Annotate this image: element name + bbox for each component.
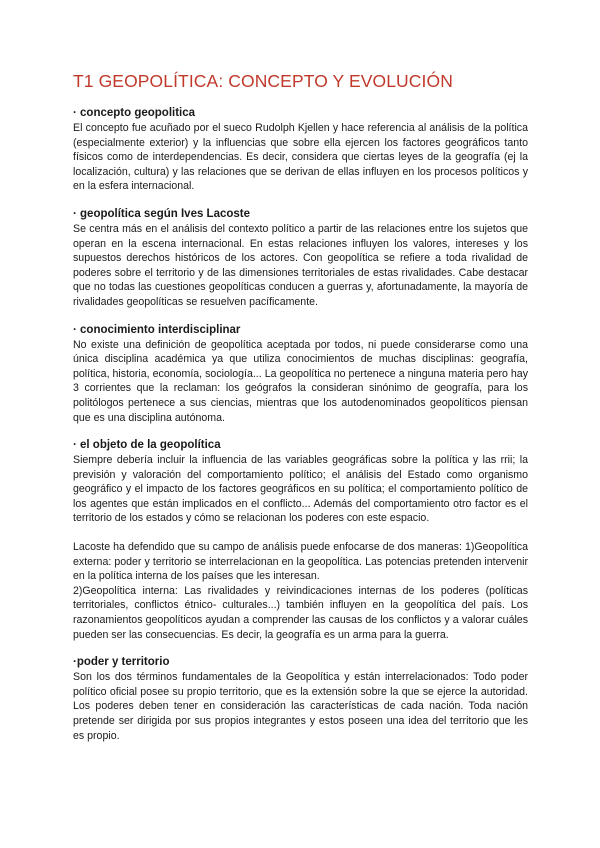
section-poder-territorio xyxy=(73,655,528,743)
document-page xyxy=(73,70,528,756)
section-paragraph: El concepto fue acuñado por el sueco Rudolph Kjellen y hace referencia al análisis de la política (especialmente exterior) y la influencias que sobre ella ejercen los factores geográficos tanto físicos como de interdependencias. Es decir, considera que ciertas leyes de la geografía (ej la localización, cultura) y las relaciones que se derivan de ellas influyen en los procesos políticos y en la esfera internacional. xyxy=(73,122,528,193)
section-interdisciplinar xyxy=(73,323,528,426)
section-paragraph: Son los dos términos fundamentales de la Geopolítica y están interrelacionados: Todo poder político oficial posee su propio territorio, que es la extensión sobre la que se ejerce la autoridad. Los poderes deben tener en consideración las características de cada nación. Toda nación pretende ser dirigida por sus propios integrantes y estos poseen una idea del territorio que les es propio. xyxy=(73,671,528,742)
section-concepto xyxy=(73,106,528,194)
section-heading: · geopolítica según Ives Lacoste xyxy=(73,207,251,220)
section-heading: ·poder y territorio xyxy=(73,656,170,669)
section-paragraph: Se centra más en el análisis del contexto político a partir de las relaciones entre los sujetos que operan en la escena internacional. En estas relaciones influyen los valores, intereses y los supuestos derechos históricos de los actores. Con geopolítica se refiere a toda rivalidad de poderes sobre el territorio y de las dimensiones territoriales de estas rivalidades. Cabe destacar que no todas las cuestiones geopolíticas conducen a guerras y, afortunadamente, la mayoría de rivalidades geopolíticas se resuelven pacíficamente. xyxy=(73,222,528,308)
document-title: T1 GEOPOLÍTICA: CONCEPTO Y EVOLUCIÓN xyxy=(73,71,453,91)
section-lacoste xyxy=(73,207,528,310)
paragraph-gap xyxy=(73,526,528,540)
section-paragraph: No existe una definición de geopolítica aceptada por todos, ni puede considerarse como una única disciplina académica ya que utiliza conocimientos de muchas disciplinas: geografía, política, historia, economía, sociología... La geopolítica no pertenece a ninguna materia pero hay 3 corrientes que la reclaman: los geógrafos la consideran sinónimo de geografía, para los politólogos pertenece a sus ciencias, mientras que los autodenominados geopolíticos piensan que es una disciplina autónoma. xyxy=(73,338,528,424)
section-paragraph: 2)Geopolítica interna: Las rivalidades y reivindicaciones internas de los poderes (políticas territoriales, conflictos étnico- culturales...) también influyen en la geopolítica del país. Los razonamientos geopolíticos ayudan a comprender las causas de los conflictos y a valorar cuáles pueden ser las consecuencias. Es decir, la geografía es un arma para la guerra. xyxy=(73,584,528,641)
section-heading: · conocimiento interdisciplinar xyxy=(73,323,241,336)
section-objeto xyxy=(73,438,528,642)
section-heading: · concepto geopolitica xyxy=(73,107,196,119)
section-paragraph: Siempre debería incluir la influencia de las variables geográficas sobre la política y las rrii; la previsión y valoración del comportamiento político; el análisis del Estado como organismo geográfico y el impacto de los factores geográficos en su política; el comportamiento político de los agentes que están implicados en el conflicto... Además del comportamiento otro factor es el territorio de los estados y cómo se relacionan los poderes con este espacio. xyxy=(73,454,528,525)
section-heading: · el objeto de la geopolítica xyxy=(73,439,221,452)
section-paragraph: Lacoste ha defendido que su campo de análisis puede enfocarse de dos maneras: 1)Geopolítica externa: poder y territorio se interrelacionan en la geopolítica. Las potencias pretenden intervenir en la política interna de los países que les interesan. xyxy=(73,541,528,583)
